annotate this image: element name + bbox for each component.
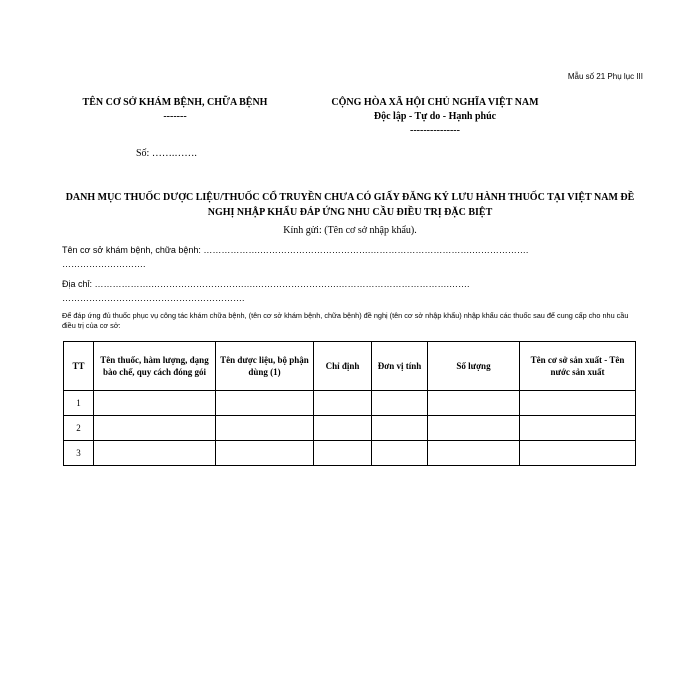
table-header-row [64,342,636,391]
country-name: CỘNG HÒA XÃ HỘI CHỦ NGHĨA VIỆT NAM [331,97,539,108]
address-field: Địa chỉ: ……………….………………………….….……………………….……………………………….……. [62,279,470,289]
cell-drug-name[interactable] [94,391,216,416]
cell-indication[interactable] [314,391,372,416]
right-header [320,96,550,138]
cell-manufacturer[interactable] [520,441,636,466]
header-drug-name: Tên thuốc, hàm lượng, dạng bào chế, quy cách đóng gói [94,342,216,391]
cell-quantity[interactable] [428,441,520,466]
cell-drug-name[interactable] [94,441,216,466]
row-number: 3 [64,441,94,466]
cell-indication[interactable] [314,441,372,466]
table-row [64,416,636,441]
right-header-dashes: --------------- [410,125,460,136]
facility-name-field: Tên cơ sở khám bệnh, chữa bệnh: ……………….……………………………….…………………………….………………. [62,245,529,255]
table-row [64,391,636,416]
cell-manufacturer[interactable] [520,391,636,416]
left-header-dashes: ------- [163,111,187,122]
header-tt: TT [64,342,94,391]
purpose-statement: Để đáp ứng đủ thuốc phục vụ công tác khám chữa bệnh, (tên cơ sở khám bệnh, chữa bệnh) đề nghị (tên cơ sở nhập khẩu) nhập khẩu các thuốc sau để cung cấp cho nhu cầu điều trị của cơ sở: [62,311,629,330]
address-field-continued: ……………………………………………………. [62,293,245,303]
drug-list-table [63,341,636,466]
recipient-line: Kính gửi: (Tên cơ sở nhập khẩu). [283,225,417,236]
facility-name-field-continued: ………………………. [62,259,146,269]
cell-drug-name[interactable] [94,416,216,441]
cell-herb-name[interactable] [216,391,314,416]
cell-unit[interactable] [372,391,428,416]
org-name: TÊN CƠ SỞ KHÁM BỆNH, CHỮA BỆNH [82,97,268,108]
form-number: Mẫu số 21 Phụ lục III [567,72,643,81]
header-herb-name: Tên dược liệu, bộ phận dùng (1) [216,342,314,391]
document-title: DANH MỤC THUỐC DƯỢC LIỆU/THUỐC CỔ TRUYỀN CHƯA CÓ GIẤY ĐĂNG KÝ LƯU HÀNH THUỐC TẠI VIỆT NAM ĐỀ NGHỊ NHẬP KHẨU ĐÁP ỨNG NHU CẦU ĐIỀU TRỊ ĐẶC BIỆT [65,192,635,218]
header-quantity: Số lượng [428,342,520,391]
cell-herb-name[interactable] [216,416,314,441]
national-motto: Độc lập - Tự do - Hạnh phúc [373,111,497,122]
cell-quantity[interactable] [428,391,520,416]
table-row [64,441,636,466]
document-number: Số: …….……. [136,148,197,159]
row-number: 2 [64,416,94,441]
row-number: 1 [64,391,94,416]
cell-manufacturer[interactable] [520,416,636,441]
header-unit: Đơn vị tính [372,342,428,391]
left-header [60,96,290,124]
header-indication: Chỉ định [314,342,372,391]
cell-unit[interactable] [372,416,428,441]
cell-unit[interactable] [372,441,428,466]
cell-indication[interactable] [314,416,372,441]
cell-quantity[interactable] [428,416,520,441]
cell-herb-name[interactable] [216,441,314,466]
header-manufacturer: Tên cơ sở sản xuất - Tên nước sản xuất [520,342,636,391]
